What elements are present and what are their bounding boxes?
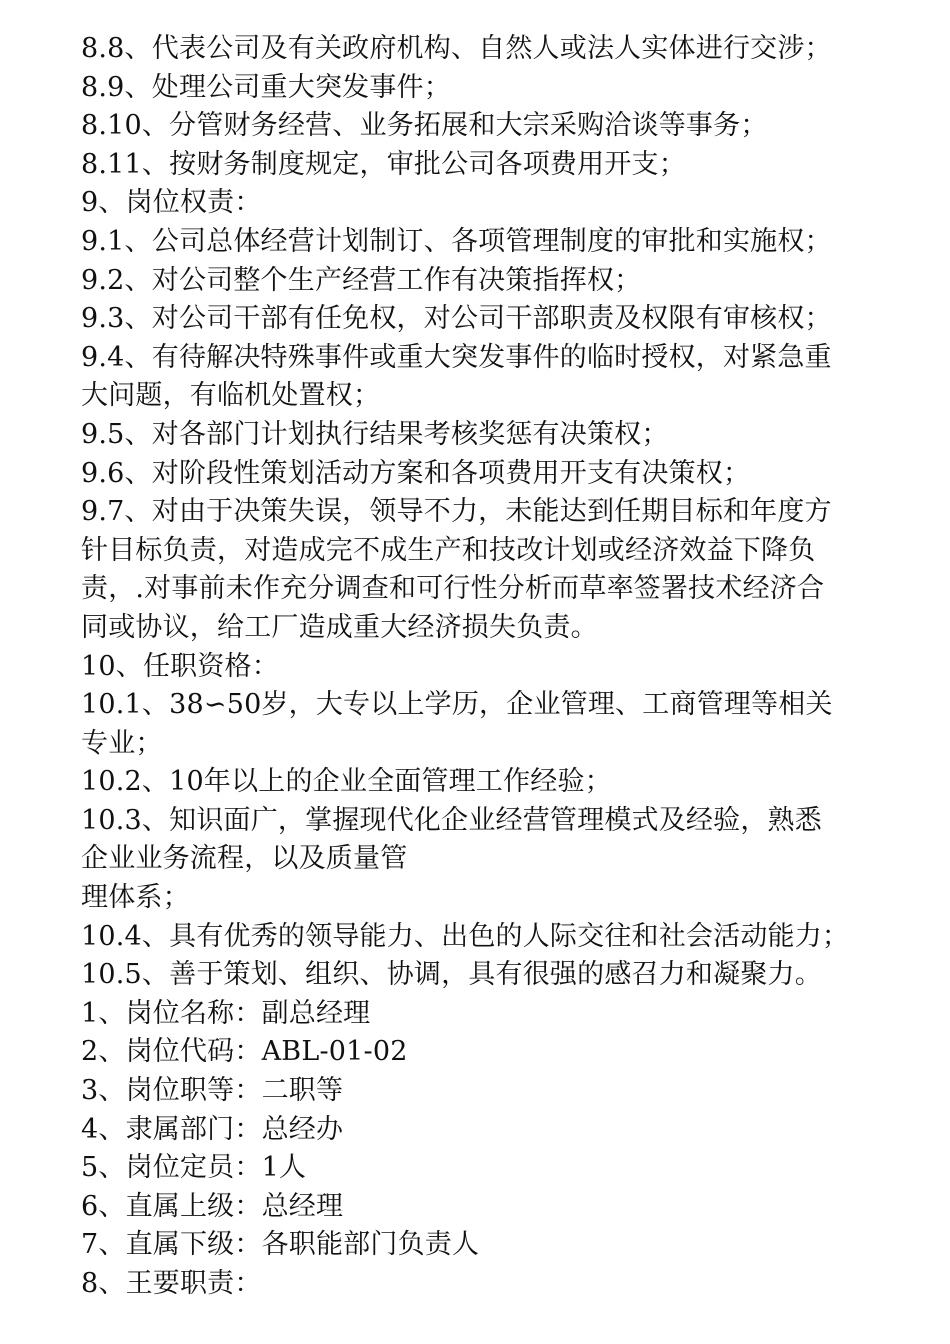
field-line: 6、直属上级：总经理 (81, 1190, 344, 1222)
text-line: 8.9、处理公司重大突发事件； (81, 71, 451, 103)
text-line: 专业； (81, 727, 163, 759)
text-line: 大问题，有临机处置权； (81, 380, 381, 412)
text-line: 同或协议，给工厂造成重大经济损失负责。 (81, 611, 598, 643)
field-line: 7、直属下级：各职能部门负责人 (81, 1229, 480, 1261)
field-line: 4、隶属部门：总经办 (81, 1113, 344, 1145)
text-line: 理体系； (81, 882, 190, 914)
text-line: 9.2、对公司整个生产经营工作有决策指挥权； (81, 264, 642, 296)
text-line: 10.3、知识面广，掌握现代化企业经营管理模式及经验，熟悉 (81, 804, 822, 836)
text-line: 10.2、10年以上的企业全面管理工作经验； (81, 766, 612, 798)
text-line: 9.6、对阶段性策划活动方案和各项费用开支有决策权； (81, 457, 751, 489)
field-line: 3、岗位职等：二职等 (81, 1075, 344, 1107)
text-line: 企业业务流程，以及质量管 (81, 843, 408, 875)
text-line: 9.1、公司总体经营计划制订、各项管理制度的审批和实施权； (81, 225, 832, 257)
text-line: 10.1、38∽50岁，大专以上学历，企业管理、工商管理等相关 (81, 689, 833, 721)
field-line: 1、岗位名称：副总经理 (81, 997, 371, 1029)
text-line: 针目标负责，对造成完不成生产和技改计划或经济效益下降负 (81, 534, 816, 566)
section-heading: 9、岗位权责： (81, 187, 262, 219)
text-line: 9.5、对各部门计划执行结果考核奖惩有决策权； (81, 418, 669, 450)
text-line: 10.4、具有优秀的领导能力、出色的人际交往和社会活动能力； (81, 920, 850, 952)
section-heading: 8、王要职责： (81, 1268, 262, 1299)
text-line: 9.7、对由于决策失误，领导不力，未能达到任期目标和年度方 (81, 496, 832, 528)
text-line: 8.10、分管财务经营、业务拓展和大宗采购洽谈等事务； (81, 110, 768, 142)
text-line: 8.8、代表公司及有关政府机构、自然人或法人实体进行交涉； (81, 33, 832, 64)
field-line: 5、岗位定员：1人 (81, 1152, 307, 1184)
text-line: 责，.对事前未作充分调查和可行性分析而草率签署技术经济合 (81, 573, 825, 605)
text-line: 9.4、有待解决特殊事件或重大突发事件的临时授权，对紧急重 (81, 341, 832, 373)
text-line: 10.5、善于策划、组织、协调，具有很强的感召力和凝聚力。 (81, 959, 822, 991)
text-line: 8.11、按财务制度规定，审批公司各项费用开支； (81, 148, 686, 180)
text-line: 9.3、对公司干部有任免权，对公司干部职责及权限有审核权； (81, 303, 832, 335)
section-heading: 10、任职资格： (81, 650, 279, 682)
field-line: 2、岗位代码：ABL-01-02 (81, 1036, 408, 1068)
